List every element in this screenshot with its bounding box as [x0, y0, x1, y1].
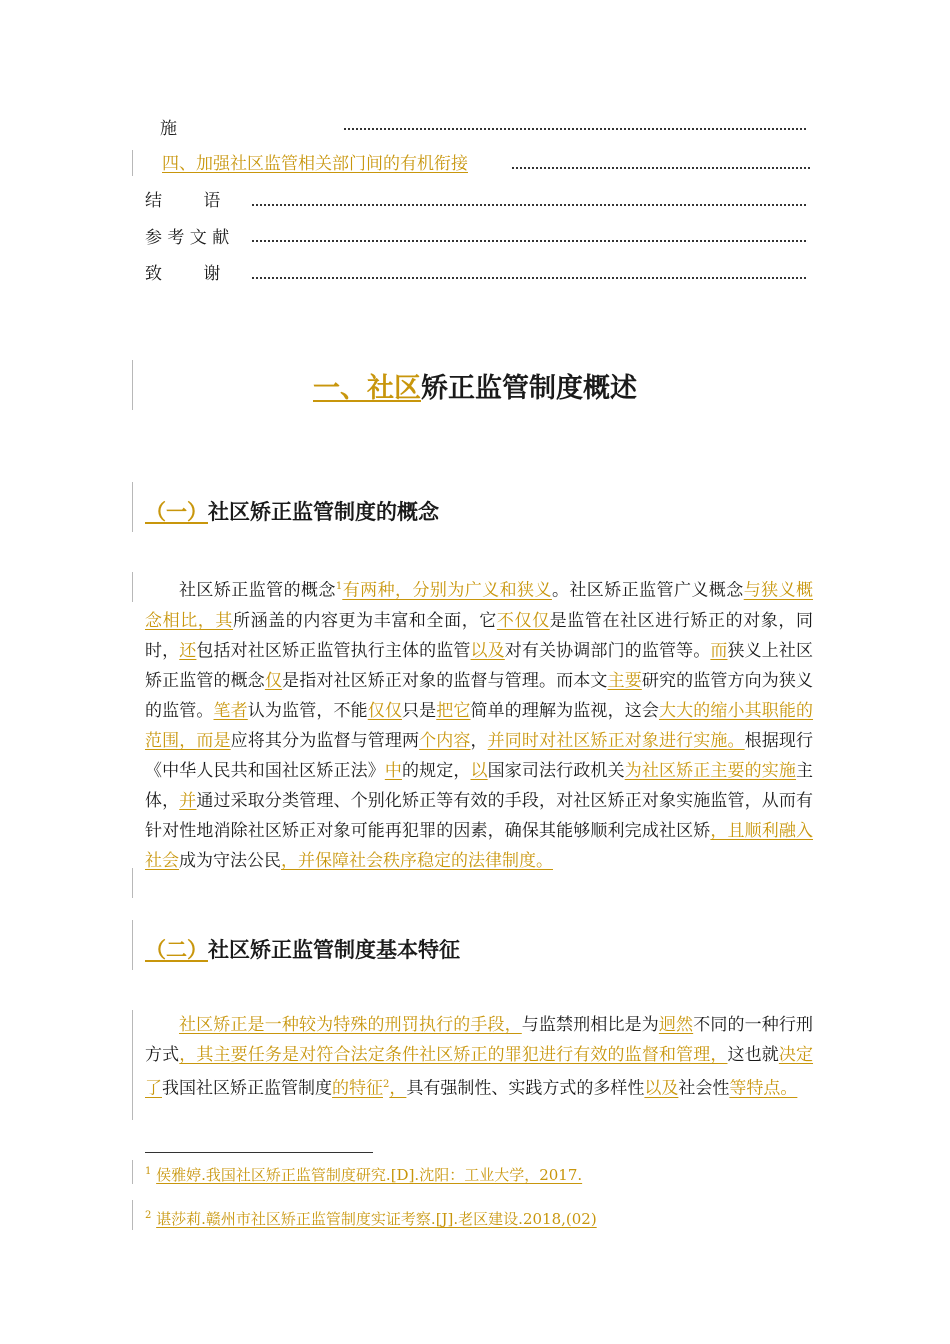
- toc-entry-acknowledgements[interactable]: [145, 263, 220, 285]
- toc-leader: [512, 167, 810, 169]
- revision-bar: [132, 482, 133, 532]
- toc-entry-label: 四、加强社区监管相关部门间的有机衔接: [162, 154, 468, 174]
- revision-bar: [132, 920, 133, 970]
- toc-leader: [344, 128, 806, 130]
- section-title: 社区矫正监管制度的概念: [208, 500, 439, 524]
- toc-entry-label: 结: [145, 191, 162, 211]
- toc-entry-conclusion[interactable]: [145, 190, 220, 212]
- revision-bar: [132, 1010, 133, 1120]
- toc-leader: [252, 204, 806, 206]
- toc-entry-label: 致: [145, 264, 162, 284]
- toc-entry-label: 语: [203, 191, 221, 211]
- section1-paragraph: 社区矫正监管的概念$^1$有两种，分别为广义和狭义。社区矫正监管广义概念与狭义概念相比，其所涵盖的内容更为丰富和全面，它不仅仅是监管在社区进行矫正的对象，同时，还包括对社区矫正监管执行主体的监管以及对有关协调部门的监管等。而狭义上社区矫正监管的概念仅是指对社区矫正对象的监督与管理。而本文主要研究的监管方向为狭义的监管。笔者认为监管，不能仅仅只是把它简单的理解为监视，这会大大的缩小其职能的范围，而是应将其分为监督与管理两个内容，并同时对社区矫正对象进行实施。根据现行《中华人民共和国社区矫正法》中的规定，以国家司法行政机关为社区矫正主要的实施主体，并通过采取分类管理、个别化矫正等有效的手段，对社区矫正对象实施监管，从而有针对性地消除社区矫正对象可能再犯罪的因素，确保其能够顺利完成社区矫，且顺利融入社会成为守法公民，并保障社会秩序稳定的法律制度。: [145, 580, 814, 871]
- revision-bar: [132, 150, 133, 176]
- section-number: （二）: [145, 938, 208, 962]
- toc-entry-label: 参 考 文 献: [145, 228, 230, 248]
- toc-entry-references[interactable]: [145, 227, 229, 249]
- footnote-marker: 1: [145, 1166, 152, 1177]
- section-heading-1: [145, 496, 439, 526]
- section-number: （一）: [145, 500, 208, 524]
- footnote-separator: [145, 1152, 373, 1153]
- revision-bar: [132, 1200, 133, 1230]
- footnote-text: 侯雅婷.我国社区矫正监管制度研究.[D].沈阳：工业大学，2017.: [156, 1166, 583, 1184]
- toc-entry-shi[interactable]: [160, 118, 177, 140]
- toc-leader: [252, 277, 806, 279]
- footnote-ref[interactable]: 1: [335, 581, 343, 592]
- toc-entry-label: 谢: [203, 264, 221, 284]
- section2-paragraph: 社区矫正是一种较为特殊的刑罚执行的手段，与监禁刑相比是为迥然不同的一种行刑方式，其主要任务是对符合法定条件社区矫正的罪犯进行有效的监督和管理，这也就决定了我国社区矫正监管制度的特征$^2$，具有强制性、实践方式的多样性以及社会性等特点。: [145, 1015, 814, 1099]
- chapter-title: [0, 366, 950, 405]
- toc-entry-label: 施: [160, 119, 177, 139]
- revision-bar: [132, 572, 133, 602]
- chapter-number: 一、社区: [313, 373, 421, 404]
- toc-leader: [252, 240, 806, 242]
- toc-entry-four[interactable]: [162, 153, 468, 175]
- revision-bar: [132, 1160, 133, 1184]
- section-heading-2: [145, 934, 460, 964]
- section-title: 社区矫正监管制度基本特征: [208, 938, 460, 962]
- footnote-1: [145, 1164, 582, 1185]
- footnote-ref[interactable]: 2: [383, 1079, 390, 1090]
- footnote-marker: 2: [145, 1210, 152, 1221]
- footnote-text: 谌莎莉.赣州市社区矫正监管制度实证考察.[J].老区建设.2018,(02): [156, 1210, 597, 1228]
- chapter-title-text: 矫正监管制度概述: [421, 373, 637, 404]
- revision-bar: [132, 868, 133, 898]
- footnote-2: [145, 1208, 597, 1229]
